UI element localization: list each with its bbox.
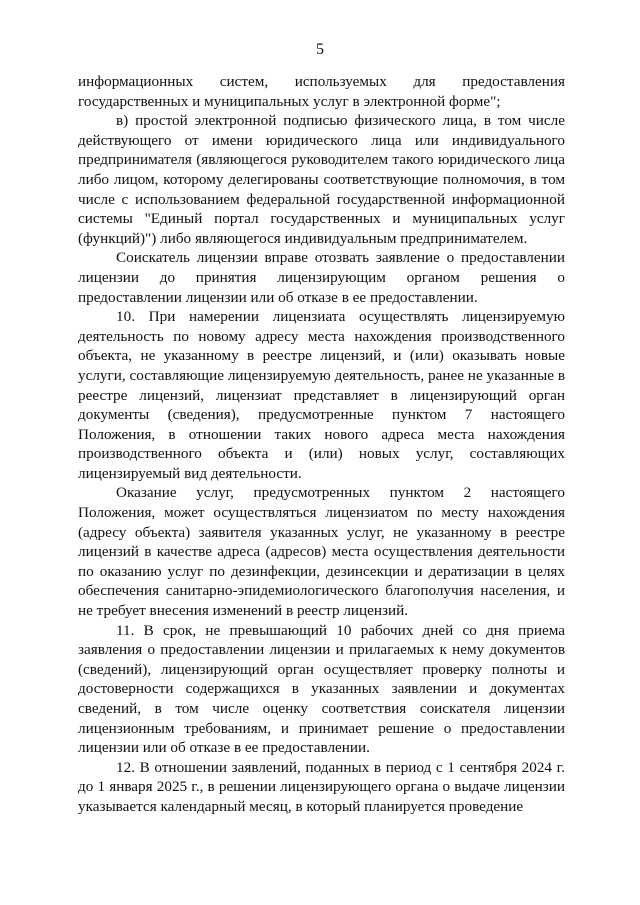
- paragraph: 12. В отношении заявлений, поданных в период с 1 сентября 2024 г. до 1 января 2025 г., в решении лицензирующего органа о выдаче лицензии указывается календарный месяц, в который планируется проведение: [78, 758, 565, 815]
- paragraph: Оказание услуг, предусмотренных пунктом 2 настоящего Положения, может осуществляться лицензиатом по месту нахождения (адресу объекта) заявителя указанных услуг, не указанному в реестре лицензий в качестве адреса (адресов) места осуществления деятельности по оказанию услуг по дезинфекции, дезинсекции и дератизации в целях обеспечения санитарно-эпидемиологического благополучия населения, и не требует внесения изменений в реестр лицензий.: [78, 484, 565, 620]
- page-number: 5: [316, 41, 324, 58]
- paragraph: 11. В срок, не превышающий 10 рабочих дней со дня приема заявления о предоставлении лицензии и прилагаемых к нему документов (сведений), лицензирующий орган осуществляет проверку полноты и достоверности содержащихся в указанных заявлении и документах сведений, в том числе оценку соответствия соискателя лицензии лицензионным требованиям, и принимает решение о предоставлении лицензии или об отказе в ее предоставлении.: [78, 621, 565, 757]
- paragraph: информационных систем, используемых для предоставления государственных и муниципальных услуг в электронной форме";: [78, 73, 565, 110]
- paragraph: 10. При намерении лицензиата осуществлять лицензируемую деятельность по новому адресу места нахождения производственного объекта, не указанному в реестре лицензий, и (или) оказывать новые услуги, составляющие лицензируемую деятельность, ранее не указанные в реестре лицензий, лицензиат представляет в лицензирующий орган документы (сведения), предусмотренные пунктом 7 настоящего Положения, в отношении таких нового адреса места нахождения производственного объекта и (или) новых услуг, составляющих лицензируемый вид деятельности.: [78, 308, 565, 482]
- paragraph: в) простой электронной подписью физического лица, в том числе действующего от имени юридического лица или индивидуального предпринимателя (являющегося руководителем такого юридического лица либо лицом, которому делегированы соответствующие полномочия, в том числе с использованием федеральной государственной информационной системы "Единый портал государственных и муниципальных услуг (функций)") либо являющегося индивидуальным предпринимателем.: [78, 112, 565, 247]
- paragraph: Соискатель лицензии вправе отозвать заявление о предоставлении лицензии до принятия лицензирующим органом решения о предоставлении лицензии или об отказе в ее предоставлении.: [78, 249, 565, 306]
- document-body: [78, 72, 565, 817]
